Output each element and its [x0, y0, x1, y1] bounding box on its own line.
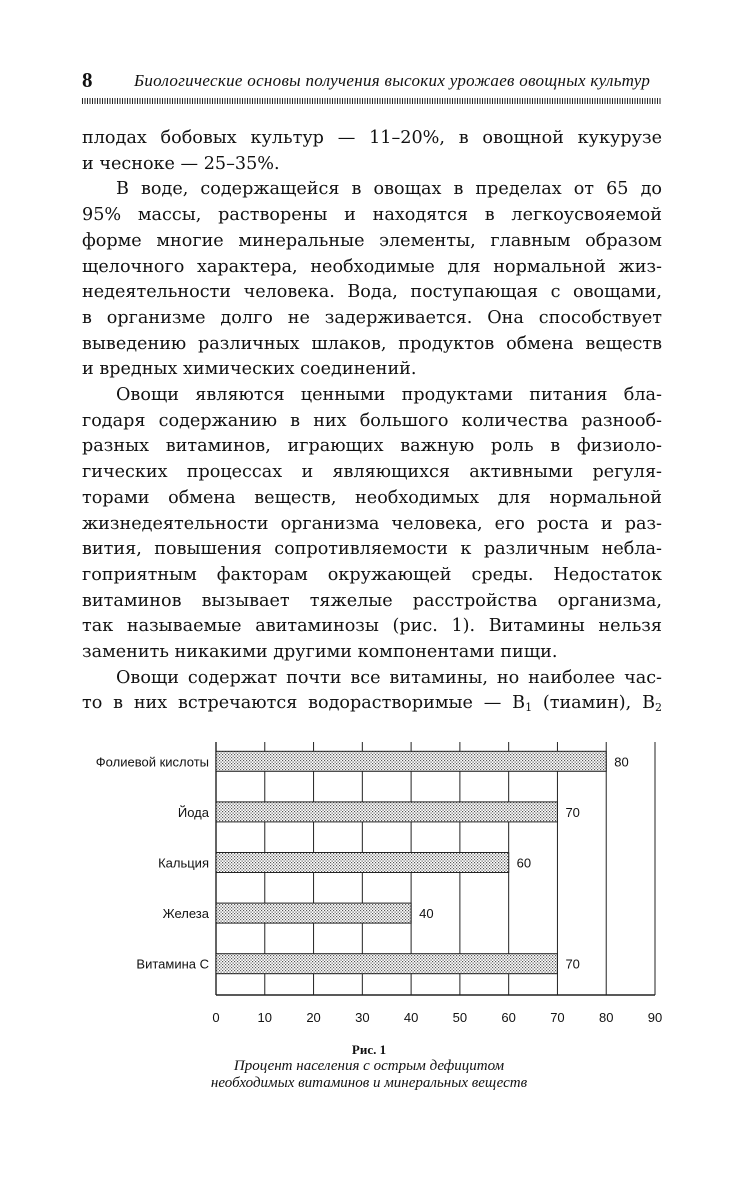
page-number: 8 — [82, 68, 93, 92]
bar — [216, 853, 509, 873]
x-tick-label: 0 — [212, 1010, 220, 1025]
figure-number: Рис. 1 — [351, 1042, 387, 1057]
text-fragment: то в них встречаются водорастворимые — B — [82, 693, 526, 714]
x-tick-label: 10 — [257, 1010, 273, 1025]
text-line: годаря содержанию в них большого количества разнооб- — [82, 410, 662, 431]
x-tick-label: 40 — [403, 1010, 419, 1025]
subscript: 1 — [525, 701, 533, 715]
text-line: так называемые авитаминозы (рис. 1). Витамины нельзя — [82, 616, 662, 637]
text-line: плодах бобовых культур — 11–20%, в овощной кукурузе — [82, 128, 662, 148]
paragraph-3 — [82, 383, 662, 666]
category-label: Фолиевой кислоты — [95, 754, 209, 770]
x-tick-label: 60 — [501, 1010, 516, 1025]
caption-line: необходимых витаминов и минеральных веществ — [210, 1075, 528, 1091]
category-label: Витамина С — [136, 956, 209, 972]
x-tick-label: 80 — [598, 1010, 614, 1025]
body-text — [82, 126, 662, 721]
text-line: недеятельности человека. Вода, поступающая с овощами, — [82, 282, 662, 303]
x-tick-label: 50 — [452, 1010, 468, 1025]
text-line: заменить никакими другими компонентами пищи. — [82, 642, 558, 663]
text-fragment: (тиамин), B — [532, 693, 655, 714]
data-label: 60 — [516, 855, 532, 871]
bar — [216, 802, 557, 822]
text-line: и чесноке — 25–35%. — [82, 153, 280, 174]
text-line: выведению различных шлаков, продуктов обмена веществ — [82, 333, 662, 354]
caption-line: Процент населения с острым дефицитом — [233, 1058, 505, 1074]
text-line: форме многие минеральные элементы, главным образом — [82, 230, 662, 251]
header-rule — [82, 98, 662, 104]
data-label: 70 — [565, 956, 580, 972]
bar-chart — [0, 730, 738, 1030]
text-line: 95% массы, растворены и находятся в легкоусвояемой — [82, 205, 662, 226]
text-line: вития, повышения сопротивляемости к различным небла- — [82, 539, 662, 560]
x-tick-label: 20 — [306, 1010, 321, 1025]
x-tick-label: 30 — [355, 1010, 370, 1025]
text-line: Овощи являются ценными продуктами питания бла- — [116, 385, 662, 406]
text-line: Овощи содержат почти все витамины, но наиболее час- — [116, 667, 662, 688]
data-label: 80 — [614, 754, 629, 770]
text-line: гических процессах и являющихся активными регуля- — [82, 462, 662, 483]
running-title: Биологические основы получения высоких урожаев овощных культур — [134, 71, 651, 90]
category-label: Кальция — [158, 855, 209, 871]
text-line: витаминов вызывает тяжелые расстройства организма, — [82, 590, 662, 611]
paragraph-1 — [82, 126, 662, 177]
text-line: В воде, содержащейся в овощах в пределах от 65 до — [116, 179, 662, 200]
text-line: щелочного характера, необходимые для нормальной жиз- — [82, 256, 662, 277]
data-label: 70 — [565, 804, 580, 820]
bar-chart-svg — [0, 730, 738, 1030]
text-line: гоприятным факторам окружающей среды. Недостаток — [82, 564, 662, 585]
bar — [216, 751, 606, 771]
category-label: Йода — [177, 804, 209, 820]
paragraph-4 — [82, 666, 662, 721]
figure-caption — [0, 1042, 738, 1092]
text-line: разных витаминов, играющих важную роль в физиоло- — [82, 436, 662, 457]
text-line: жизнедеятельности организма человека, его роста и раз- — [82, 513, 662, 534]
text-line: торами обмена веществ, необходимых для нормальной — [82, 487, 662, 508]
text-line — [82, 691, 662, 721]
subscript: 2 — [655, 701, 662, 715]
text-line: и вредных химических соединений. — [82, 359, 417, 380]
bar — [216, 954, 557, 974]
category-label: Железа — [162, 906, 209, 922]
running-header — [82, 66, 662, 96]
paragraph-2 — [82, 177, 662, 383]
text-line: в организме долго не задерживается. Она способствует — [82, 307, 662, 328]
bar — [216, 903, 411, 923]
data-label: 40 — [419, 906, 434, 922]
x-tick-label: 90 — [647, 1010, 663, 1025]
x-tick-label: 70 — [550, 1010, 565, 1025]
